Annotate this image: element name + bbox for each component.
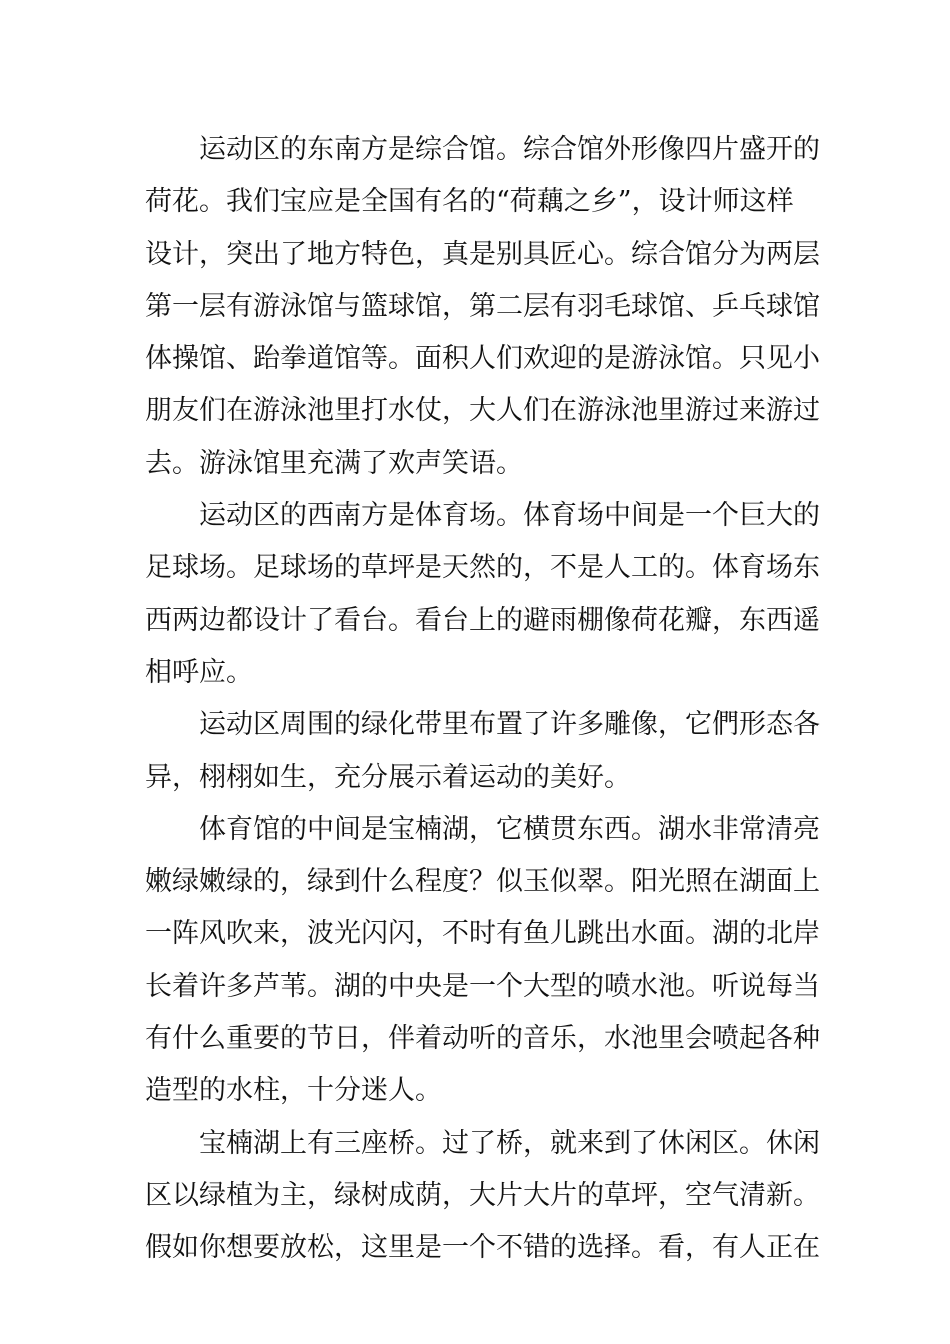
paragraph-1-line-2: 荷花。我们宝应是全国有名的“荷藕之乡”，设计师这样 [145,186,794,218]
paragraph-4-line-4: 长着许多芦苇。湖的中央是一个大型的喷水池。听说每当 [145,970,820,1002]
paragraph-2-line-3: 西两边都设计了看台。看台上的避雨棚像荷花瓣，东西遥 [145,604,820,636]
paragraph-5-line-3: 假如你想要放松，这里是一个不错的选择。看，有人正在 [145,1232,820,1264]
paragraph-1-line-3: 设计，突出了地方特色，真是别具匠心。综合馆分为两层 [145,238,820,270]
paragraph-4-line-1: 体育馆的中间是宝楠湖，它横贯东西。湖水非常清亮 [199,813,820,845]
paragraph-3-line-1: 运动区周围的绿化带里布置了许多雕像，它們形态各 [199,709,820,741]
paragraph-4-line-3: 一阵风吹来，波光闪闪，不时有鱼儿跳出水面。湖的北岸 [145,918,820,950]
paragraph-1-line-1: 运动区的东南方是综合馆。综合馆外形像四片盛开的 [199,134,820,165]
paragraph-4-line-6: 造型的水柱，十分迷人。 [145,1075,442,1107]
paragraph-4-line-5: 有什么重要的节日，伴着动听的音乐，水池里会喷起各种 [145,1023,820,1055]
paragraph-4-line-2: 嫩绿嫩绿的，绿到什么程度？似玉似翠。阳光照在湖面上 [145,866,820,898]
paragraph-1-line-4: 第一层有游泳馆与篮球馆，第二层有羽毛球馆、乒乓球馆 [145,290,820,322]
paragraph-2-line-2: 足球场。足球场的草坪是天然的，不是人工的。体育场东 [145,552,820,584]
paragraph-3-line-2: 异，栩栩如生，充分展示着运动的美好。 [145,761,631,793]
paragraph-1-line-5: 体操馆、跆拳道馆等。面积人们欢迎的是游泳馆。只见小 [145,343,820,375]
paragraph-5-line-2: 区以绿植为主，绿树成荫，大片大片的草坪，空气清新。 [145,1179,820,1211]
document-body [145,124,820,1275]
paragraph-2-line-1: 运动区的西南方是体育场。体育场中间是一个巨大的 [199,500,820,532]
paragraph-1-line-7: 去。游泳馆里充满了欢声笑语。 [145,447,523,479]
paragraph-1-line-6: 朋友们在游泳池里打水仗，大人们在游泳池里游过来游过 [145,395,820,427]
paragraph-5-line-1: 宝楠湖上有三座桥。过了桥，就来到了休闲区。休闲 [199,1127,820,1159]
paragraph-2-line-4: 相呼应。 [145,656,253,688]
